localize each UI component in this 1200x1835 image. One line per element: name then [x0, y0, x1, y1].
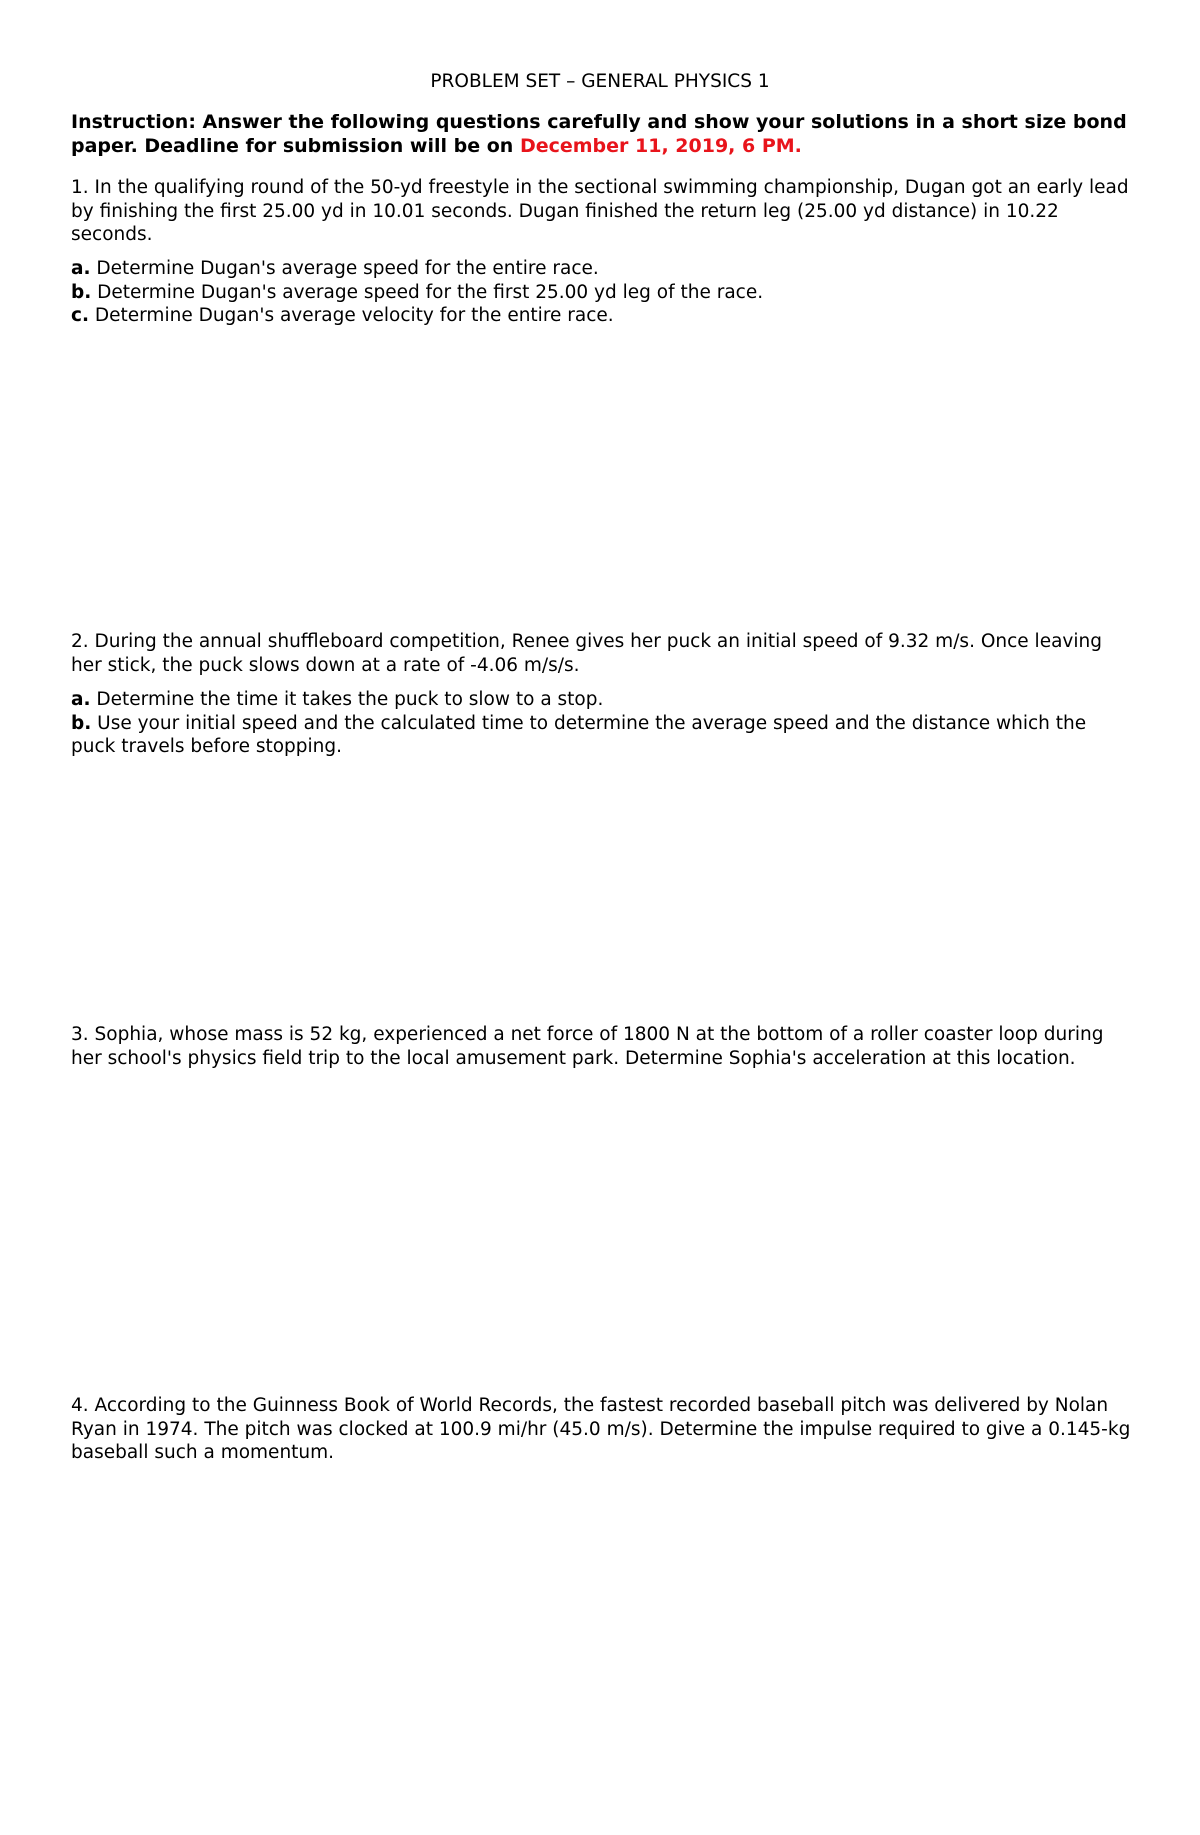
question-2-parts	[71, 688, 1131, 759]
question-1-part-b	[71, 281, 1131, 305]
question-1-parts	[71, 257, 1131, 328]
part-label: b.	[71, 281, 92, 303]
part-text: Determine the time it takes the puck to slow to a stop.	[96, 689, 604, 710]
part-label: c.	[71, 305, 89, 326]
question-2-part-a	[71, 688, 1131, 712]
question-3-text: 3. Sophia, whose mass is 52 kg, experienced a net force of 1800 N at the bottom of a roller coaster loop during her school's physics field trip to the local amusement park. Determine Sophia's acceleration at this location.	[71, 1024, 1104, 1069]
question-2-text: 2. During the annual shuffleboard competition, Renee gives her puck an initial speed of 9.32 m/s. Once leaving her stick, the puck slows down at a rate of -4.06 m/s/s.	[71, 631, 1102, 676]
question-4-text: 4. According to the Guinness Book of World Records, the fastest recorded baseball pitch was delivered by Nolan Ryan in 1974. The pitch was clocked at 100.9 mi/hr (45.0 m/s). Determine the impulse required to give a 0.145-kg baseball such a momentum.	[71, 1395, 1131, 1463]
part-text: Determine Dugan's average speed for the first 25.00 yd leg of the race.	[97, 281, 764, 303]
part-text: Use your initial speed and the calculated time to determine the average speed and the distance which the puck travels before stopping.	[71, 712, 1087, 757]
part-label: a.	[71, 689, 91, 710]
part-label: b.	[71, 712, 92, 734]
instruction-paragraph	[71, 111, 1131, 158]
page-title: PROBLEM SET – GENERAL PHYSICS 1	[430, 71, 770, 92]
question-2-part-b	[71, 712, 1131, 759]
question-1-text: 1. In the qualifying round of the 50-yd freestyle in the sectional swimming championship, Dugan got an early lead by finishing the first 25.00 yd in 10.01 seconds. Dugan finished the return leg (25.00 yd distance) in 10.22 seconds.	[71, 177, 1129, 245]
question-1-part-c	[71, 304, 1131, 328]
deadline-text: December 11, 2019, 6 PM.	[519, 134, 802, 157]
part-label: a.	[71, 258, 91, 279]
part-text: Determine Dugan's average velocity for the entire race.	[94, 305, 614, 326]
instruction-text: Instruction: Answer the following questions carefully and show your solutions in a short size bond paper. Deadline for submission will be on	[71, 111, 1127, 157]
part-text: Determine Dugan's average speed for the entire race.	[96, 258, 599, 279]
question-1-part-a	[71, 257, 1131, 281]
